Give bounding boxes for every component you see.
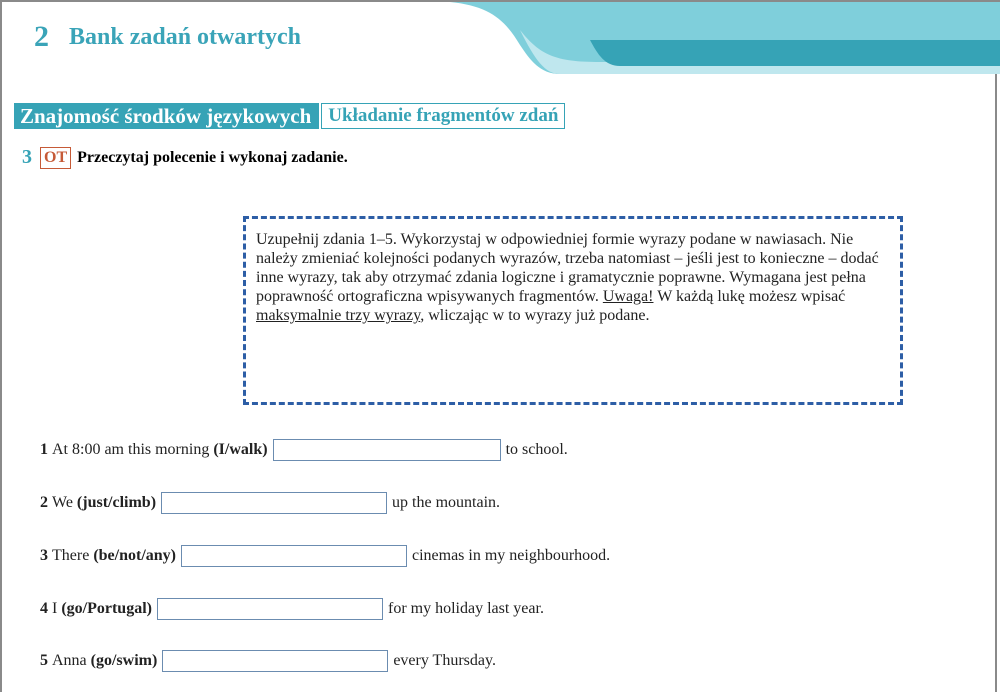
item-prefix: Anna <box>52 652 87 669</box>
exercise-item-2 <box>40 492 500 514</box>
answer-input-3[interactable] <box>181 545 407 567</box>
item-suffix: every Thursday. <box>393 652 496 669</box>
exercise-item-1 <box>40 439 568 461</box>
answer-input-1[interactable] <box>273 439 501 461</box>
item-suffix: cinemas in my neighbourhood. <box>411 547 611 564</box>
chapter-title: Bank zadań otwartych <box>69 24 302 50</box>
item-number: 5 <box>40 652 48 669</box>
task-header <box>22 146 348 169</box>
exercise-item-4 <box>40 598 544 620</box>
item-number: 4 <box>40 600 48 617</box>
item-prefix: We <box>52 494 73 511</box>
item-suffix: up the mountain. <box>392 494 501 511</box>
task-instruction: Przeczytaj polecenie i wykonaj zadanie. <box>77 148 348 166</box>
section-title: Znajomość środków językowych <box>14 103 319 129</box>
word-limit: maksymalnie trzy wyrazy <box>256 307 421 324</box>
item-number: 3 <box>40 547 48 564</box>
chapter-number: 2 <box>34 20 49 53</box>
item-hint: (I/walk) <box>213 441 268 458</box>
item-suffix: to school. <box>505 441 568 458</box>
task-type-badge: OT <box>40 147 71 169</box>
item-hint: (go/swim) <box>90 652 158 669</box>
exercise-item-3 <box>40 545 610 567</box>
section-subtitle: Układanie fragmentów zdań <box>321 103 565 129</box>
exercise-item-5 <box>40 650 496 672</box>
item-prefix: At 8:00 am this morning <box>52 441 210 458</box>
instructions-text-3: , wliczając w to wyrazy już podane. <box>420 307 650 324</box>
section-bar <box>14 103 565 129</box>
item-hint: (just/climb) <box>76 494 157 511</box>
item-number: 1 <box>40 441 48 458</box>
item-hint: (be/not/any) <box>93 547 176 564</box>
instructions-box <box>243 216 903 405</box>
item-prefix: I <box>52 600 58 617</box>
instructions-text: Uzupełnij zdania 1–5. Wykorzystaj w odpowiedniej formie wyrazy podane w nawiasach. Nie należy zmieniać kolejności podanych wyrazów, trzeba natomiast – jeśli jest to konieczne – dodać inne wyrazy, tak aby otrzymać zdania logiczne i gramatycznie poprawne. Wymagana jest pełna poprawność ortograficzna wpisywanych fragmentów. <box>256 231 879 305</box>
task-number: 3 <box>22 146 32 168</box>
item-suffix: for my holiday last year. <box>387 600 544 617</box>
answer-input-4[interactable] <box>157 598 383 620</box>
item-number: 2 <box>40 494 48 511</box>
answer-input-2[interactable] <box>161 492 387 514</box>
item-hint: (go/Portugal) <box>61 600 152 617</box>
instructions-text-2: W każdą lukę możesz wpisać <box>653 288 846 305</box>
warning-label: Uwaga! <box>602 288 654 305</box>
item-prefix: There <box>52 547 90 564</box>
answer-input-5[interactable] <box>162 650 388 672</box>
chapter-heading <box>34 20 301 54</box>
